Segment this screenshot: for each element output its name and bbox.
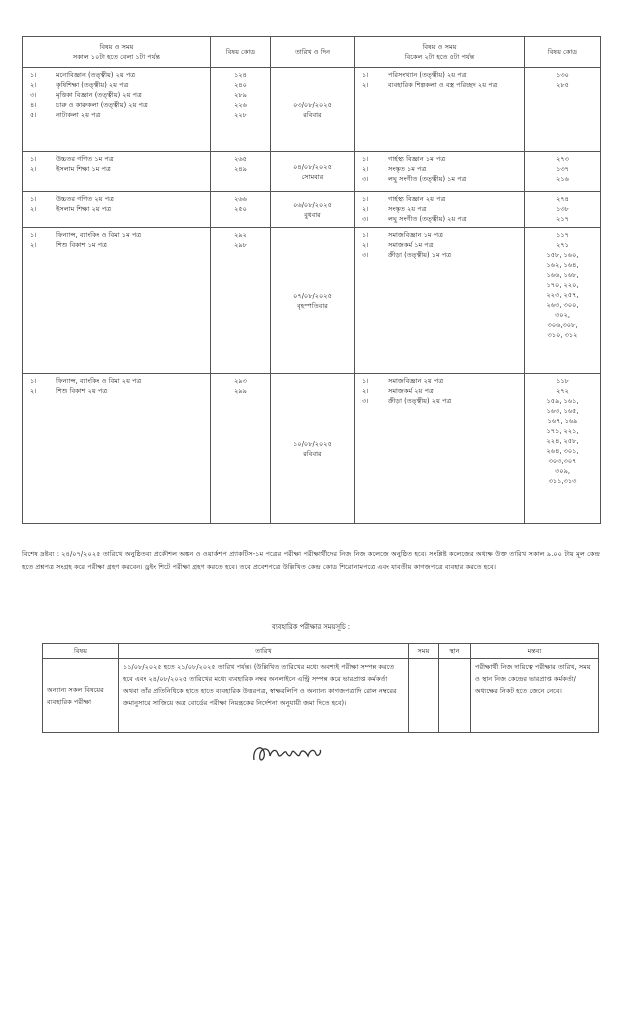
list-item <box>358 376 521 386</box>
afternoon-codes <box>525 68 601 152</box>
subject-name: ইসলাম শিক্ষা ১ম পত্র <box>56 165 111 173</box>
subject-name: নাট্যকলা ২য় পত্র <box>56 111 101 119</box>
exam-date: ১০/০৮/২০২৫ <box>293 439 332 448</box>
subject-name: সংস্কৃত ২য় পত্র <box>388 205 427 213</box>
subject-code: ২৬৩, ৩০০, <box>546 301 579 309</box>
header-code: বিষয় কোড <box>211 37 271 68</box>
subject-name: সমাজবিজ্ঞান ২য় পত্র <box>388 377 444 385</box>
morning-subjects <box>23 228 211 374</box>
exam-day: সোমবার <box>301 172 324 181</box>
list-item <box>358 230 521 240</box>
subject-name: শিশু বিকাশ ১ম পত্র <box>56 241 107 249</box>
subject-code: ২১৭ <box>556 215 569 223</box>
subject-name: উচ্চতর গণিত ২য় পত্র <box>56 195 114 203</box>
subject-code: ২২৪, ২৫৮, <box>546 437 579 445</box>
subject-name: ফিন্যান্স, ব্যাংকিং ও বিমা ২য় পত্র <box>56 377 142 385</box>
afternoon-subjects <box>355 192 525 228</box>
item-number: ১। <box>362 377 369 385</box>
subject-code: ২৯৮ <box>234 241 247 249</box>
item-number: ২। <box>362 205 369 213</box>
practical-header-time: সময় <box>409 644 439 659</box>
practical-header-row <box>43 644 599 659</box>
subject-name: ইসলাম শিক্ষা ২য় পত্র <box>56 205 112 213</box>
morning-codes <box>211 228 271 374</box>
morning-codes <box>211 152 271 192</box>
list-item <box>26 194 207 204</box>
afternoon-subjects <box>355 228 525 374</box>
afternoon-subjects <box>355 68 525 152</box>
subject-code: ১৭১, ২২১, <box>546 427 579 435</box>
subject-code: ১১৮ <box>556 377 569 385</box>
list-item <box>26 164 207 174</box>
subject-code: ১৩৭ <box>556 165 569 173</box>
subject-code: ১২৪ <box>234 71 247 79</box>
subject-code: ২৬৫ <box>234 155 247 163</box>
morning-subjects <box>23 374 211 524</box>
item-number: ২। <box>30 81 37 89</box>
list-item <box>358 154 521 164</box>
subject-code: ৩০৯, <box>555 467 570 475</box>
subject-code: ১৫৯, ১৬১, <box>546 397 579 405</box>
subject-code: ২৯২ <box>234 231 247 239</box>
subject-name: গার্হস্থ্য বিজ্ঞান ১ম পত্র <box>388 155 446 163</box>
afternoon-subjects <box>355 152 525 192</box>
list-item <box>358 386 521 396</box>
subject-code: ২২৩, ২৫৭, <box>546 291 579 299</box>
header-subject-morning: বিষয় ও সময় সকাল ১০টা হতে বেলা ১টা পর্যন্ত <box>23 37 211 68</box>
exam-day: রবিবার <box>303 449 322 458</box>
practical-header-place: স্থান <box>439 644 471 659</box>
subject-name: ক্রীড়া (তত্ত্বীয়) ১ম পত্র <box>388 251 452 259</box>
exam-date: ০৭/০৮/২০২৫ <box>293 291 332 300</box>
item-number: ৩। <box>362 397 369 405</box>
morning-subjects <box>23 192 211 228</box>
practical-remark: পরীক্ষার্থী নিজ দায়িত্বে পরীক্ষার তারিখ, সময় ও স্থান নিজ কেন্দ্রের ভারপ্রাপ্ত কর্মকর্তা/অধ্যক্ষের নিকট হতে জেনে নেবে। <box>471 659 599 733</box>
subject-name: সমাজকর্ম ২য় পত্র <box>388 387 434 395</box>
subject-name: চারু ও কারুকলা (তত্ত্বীয়) ২য় পত্র <box>56 101 148 109</box>
subject-code: ২৪০ <box>234 81 247 89</box>
subject-code: ২৬৬ <box>234 195 247 203</box>
subject-code: ২১৬ <box>556 175 569 183</box>
subject-code: ১৬৩, ১৬৫, <box>546 407 579 415</box>
practical-header-date: তারিখ <box>119 644 409 659</box>
subject-code: ২৭১ <box>556 241 569 249</box>
subject-name: ফিন্যান্স, ব্যাংকিং ও বিমা ১ম পত্র <box>56 231 142 239</box>
practical-header-remark: মন্তব্য <box>471 644 599 659</box>
practical-row <box>43 659 599 733</box>
practical-date: ১১/০৮/২০২৫ হতে ২১/০৮/২০২৫ তারিখ পর্যন্ত। (উল্লিখিত তারিখের মধ্যে অবশ্যই পরীক্ষা সম্পন্ন করতে হবে এবং ২৪/০৮/২০২৫ তারিখের মধ্যে ব্যবহারিক নম্বর অনলাইনে এন্ট্রি সম্পন্ন করে ভারপ্রাপ্ত কর্মকর্তা অথবা তাঁর প্রতিনিধিকে হাতে হাতে ব্যবহারিক উত্তরপত্র, স্বাক্ষরলিপি ও অন্যান্য কাগজপত্রাদি রোল নম্বরের ক্রমানুসারে সাজিয়ে অত্র বোর্ডের পরীক্ষা নিয়ন্ত্রকের নির্দেশনা অনুযায়ী জমা দিতে হবে)। <box>119 659 409 733</box>
practical-header-subject: বিষয় <box>43 644 119 659</box>
morning-codes <box>211 68 271 152</box>
item-number: ১। <box>362 231 369 239</box>
afternoon-codes <box>525 152 601 192</box>
subject-name: মনোবিজ্ঞান (তত্ত্বীয়) ২য় পত্র <box>56 71 136 79</box>
item-number: ১। <box>30 195 37 203</box>
practical-title: ব্যবহারিক পরীক্ষার সময়সূচি : <box>271 623 351 631</box>
morning-subjects <box>23 68 211 152</box>
item-number: ২। <box>362 387 369 395</box>
subject-code: ২৮৯ <box>234 91 247 99</box>
item-number: ১। <box>30 71 37 79</box>
subject-code: ১৬৭, ১৬৯ <box>547 417 578 425</box>
subject-code: ৩১০, ৩১২ <box>547 331 578 339</box>
list-item <box>26 70 207 80</box>
subject-code: ১১৭ <box>556 231 569 239</box>
subject-name: গার্হস্থ্য বিজ্ঞান ২য় পত্র <box>388 195 446 203</box>
subject-code: ২৭৪ <box>556 195 569 203</box>
item-number: ৩। <box>30 91 37 99</box>
list-item <box>358 250 521 260</box>
date-cell <box>271 68 355 152</box>
list-item <box>358 164 521 174</box>
item-number: ৫। <box>30 111 37 119</box>
subject-code: ১৬২, ১৬৪, <box>546 261 579 269</box>
subject-code: ২৭২ <box>556 387 569 395</box>
subject-name: শিশু বিকাশ ২য় পত্র <box>56 387 108 395</box>
table-row <box>23 374 601 524</box>
list-item <box>26 230 207 240</box>
subject-name: সংস্কৃত ১ম পত্র <box>388 165 427 173</box>
item-number: ১। <box>362 155 369 163</box>
exam-date: ০৬/০৮/২০২৫ <box>293 200 332 209</box>
date-cell <box>271 152 355 192</box>
item-number: ২। <box>362 241 369 249</box>
subject-code: ২৭৩ <box>556 155 569 163</box>
list-item <box>26 90 207 100</box>
morning-codes <box>211 374 271 524</box>
list-item <box>26 80 207 90</box>
list-item <box>358 214 521 224</box>
subject-name: লঘু সংগীত (তত্ত্বীয়) ১ম পত্র <box>388 175 467 183</box>
subject-name: মৃত্তিকা বিজ্ঞান (তত্ত্বীয়) ২য় পত্র <box>56 91 142 99</box>
table-header-row <box>23 37 601 68</box>
exam-date: ০৩/০৮/২০২৫ <box>293 100 332 109</box>
afternoon-subjects <box>355 374 525 524</box>
subject-code: ৩০৩,৩০৭ <box>548 457 577 465</box>
subject-code: ১৩০ <box>556 71 569 79</box>
subject-code: ২৬৪, ৩০১, <box>546 447 579 455</box>
subject-code: ১৭০, ২২০, <box>546 281 579 289</box>
exam-day: রবিবার <box>303 110 322 119</box>
subject-code: ২৪৯ <box>234 165 247 173</box>
afternoon-codes <box>525 192 601 228</box>
list-item <box>26 100 207 110</box>
list-item <box>358 80 521 90</box>
table-row <box>23 228 601 374</box>
date-cell <box>271 374 355 524</box>
item-number: ১। <box>362 71 369 79</box>
exam-date: ০৪/০৮/২০২৫ <box>293 162 332 171</box>
subject-code: ২২৬ <box>234 101 247 109</box>
table-row <box>23 192 601 228</box>
date-cell <box>271 228 355 374</box>
practical-place <box>439 659 471 733</box>
subject-name: ক্রীড়া (তত্ত্বীয়) ২য় পত্র <box>388 397 452 405</box>
header-code-afternoon: বিষয় কোড <box>525 37 601 68</box>
exam-day: বৃহস্পতিবার <box>297 301 328 310</box>
subject-code: ৩১১,৩১৩ <box>548 477 577 485</box>
item-number: ১। <box>30 231 37 239</box>
list-item <box>26 386 207 396</box>
signature <box>248 738 328 772</box>
list-item <box>358 240 521 250</box>
list-item <box>358 396 521 406</box>
subject-code: ৩০৬,৩০৮, <box>547 321 578 329</box>
item-number: ২। <box>30 165 37 173</box>
subject-name: সমাজবিজ্ঞান ১ম পত্র <box>388 231 443 239</box>
subject-code: ১৬৬, ১৬৮, <box>546 271 579 279</box>
list-item <box>26 110 207 120</box>
date-cell <box>271 192 355 228</box>
special-note: বিশেষ দ্রষ্টব্য : ২৪/০৭/২০২৫ তারিখে অনুষ্ঠিতব্য প্রকৌশল অঙ্কন ও ওয়ার্কশপ প্র্যাকটিস-১ম পত্রের পরীক্ষা পরীক্ষার্থীদের নিজ নিজ কলেজে অনুষ্ঠিত হবে। সংশ্লিষ্ট কলেজের অধ্যক্ষ উক্ত তারিখ সকাল ৯.০০ টায় মূল কেন্দ্র হতে প্রশ্নপত্র সংগ্রহ করে পরীক্ষা গ্রহণ করবেন। ড্রইং শিটে পরীক্ষা গ্রহণ করতে হবে। তবে প্রবেশপত্রে উল্লিখিত কেন্দ্র কোড শিরোনামপত্রে এবং যাবতীয় কাগজপত্রে ব্যবহার করতে হবে। <box>22 550 600 571</box>
item-number: ৩। <box>362 215 369 223</box>
subject-code: ২২৮ <box>234 111 247 119</box>
item-number: ১। <box>362 195 369 203</box>
item-number: ৩। <box>362 175 369 183</box>
list-item <box>26 376 207 386</box>
item-number: ৩। <box>362 251 369 259</box>
list-item <box>358 70 521 80</box>
afternoon-codes <box>525 228 601 374</box>
list-item <box>358 194 521 204</box>
list-item <box>358 204 521 214</box>
subject-name: লঘু সংগীত (তত্ত্বীয়) ২য় পত্র <box>388 215 467 223</box>
item-number: ৪। <box>30 101 37 109</box>
signature-icon <box>248 738 328 768</box>
header-date-day: তারিখ ও দিন <box>271 37 355 68</box>
practical-subject: অন্যান্য সকল বিষয়ের ব্যবহারিক পরীক্ষা <box>43 659 119 733</box>
subject-code: ২৯৩ <box>234 377 247 385</box>
item-number: ২। <box>30 205 37 213</box>
item-number: ২। <box>362 165 369 173</box>
morning-subjects <box>23 152 211 192</box>
item-number: ১। <box>30 377 37 385</box>
exam-schedule-table <box>22 36 601 524</box>
list-item <box>26 240 207 250</box>
morning-codes <box>211 192 271 228</box>
subject-code: ২৮৫ <box>556 81 569 89</box>
item-number: ২। <box>30 387 37 395</box>
subject-name: কৃষিশিক্ষা (তত্ত্বীয়) ২য় পত্র <box>56 81 129 89</box>
item-number: ২। <box>362 81 369 89</box>
table-row <box>23 68 601 152</box>
item-number: ২। <box>30 241 37 249</box>
subject-name: পরিসংখ্যান (তত্ত্বীয়) ২য় পত্র <box>388 71 467 79</box>
subject-code: ২৯৯ <box>234 387 247 395</box>
subject-code: ২৫০ <box>234 205 247 213</box>
list-item <box>26 204 207 214</box>
header-subject-afternoon: বিষয় ও সময় বিকেল ২টা হতে ৫টা পর্যন্ত <box>355 37 525 68</box>
practical-time <box>409 659 439 733</box>
afternoon-codes <box>525 374 601 524</box>
table-row <box>23 152 601 192</box>
subject-name: উচ্চতর গণিত ১ম পত্র <box>56 155 114 163</box>
list-item <box>358 174 521 184</box>
subject-code: ৩০২, <box>555 311 570 319</box>
subject-name: ব্যবহারিক শিল্পকলা ও বস্ত্র পরিচ্ছদ ২য় পত্র <box>388 81 498 89</box>
subject-code: ১৩৮ <box>556 205 569 213</box>
exam-day: বুধবার <box>304 210 321 219</box>
subject-name: সমাজকর্ম ১ম পত্র <box>388 241 434 249</box>
list-item <box>26 154 207 164</box>
item-number: ১। <box>30 155 37 163</box>
practical-schedule-table <box>42 643 599 733</box>
subject-code: ১৫৮, ১৬০, <box>546 251 579 259</box>
